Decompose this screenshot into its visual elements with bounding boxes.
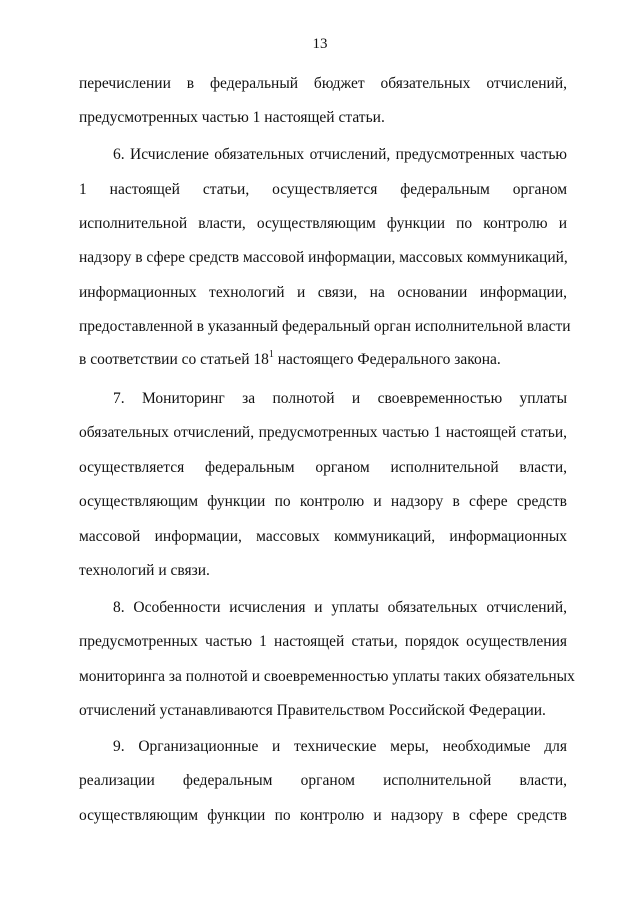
p6-line-5: информационных технологий и связи, на основании информации, bbox=[79, 284, 567, 301]
p5-line-1: перечислении в федеральный бюджет обязательных отчислений, bbox=[79, 75, 567, 92]
p8-line-3: мониторинга за полнотой и своевременностью уплаты таких обязательных bbox=[79, 668, 575, 685]
p6-line-2: 1 настоящей статьи, осуществляется федеральным органом bbox=[79, 181, 567, 198]
p6-line-4: надзору в сфере средств массовой информации, массовых коммуникаций, bbox=[79, 249, 568, 266]
p5-line-2: предусмотренных частью 1 настоящей статьи. bbox=[79, 109, 385, 126]
article-superscript: 1 bbox=[268, 349, 274, 360]
p6-line-3: исполнительной власти, осуществляющим функции по контролю и bbox=[79, 215, 567, 232]
p6-line-7-before: в соответствии со статьей 18 bbox=[79, 351, 269, 368]
p6-line-6: предоставленной в указанный федеральный орган исполнительной власти bbox=[79, 318, 571, 335]
p7-line-5: массовой информации, массовых коммуникаций, информационных bbox=[79, 528, 567, 545]
page-number: 13 bbox=[312, 36, 328, 52]
p9-line-1: 9. Организационные и технические меры, необходимые для bbox=[113, 738, 567, 755]
p7-line-2: обязательных отчислений, предусмотренных частью 1 настоящей статьи, bbox=[79, 424, 567, 441]
p6-line-1: 6. Исчисление обязательных отчислений, предусмотренных частью bbox=[113, 146, 567, 163]
p9-line-3: осуществляющим функции по контролю и надзору в сфере средств bbox=[79, 807, 567, 824]
p6-line-7-after: настоящего Федерального закона. bbox=[273, 351, 501, 368]
p6-line-7 bbox=[79, 350, 567, 370]
p8-line-4: отчислений устанавливаются Правительством Российской Федерации. bbox=[79, 702, 546, 719]
p8-line-2: предусмотренных частью 1 настоящей статьи, порядок осуществления bbox=[79, 633, 567, 650]
p7-line-6: технологий и связи. bbox=[79, 562, 210, 579]
p7-line-1: 7. Мониторинг за полнотой и своевременностью уплаты bbox=[113, 390, 567, 407]
p7-line-4: осуществляющим функции по контролю и надзору в сфере средств bbox=[79, 493, 567, 510]
p7-line-3: осуществляется федеральным органом исполнительной власти, bbox=[79, 459, 567, 476]
p9-line-2: реализации федеральным органом исполнительной власти, bbox=[79, 772, 567, 789]
p8-line-1: 8. Особенности исчисления и уплаты обязательных отчислений, bbox=[113, 599, 567, 616]
